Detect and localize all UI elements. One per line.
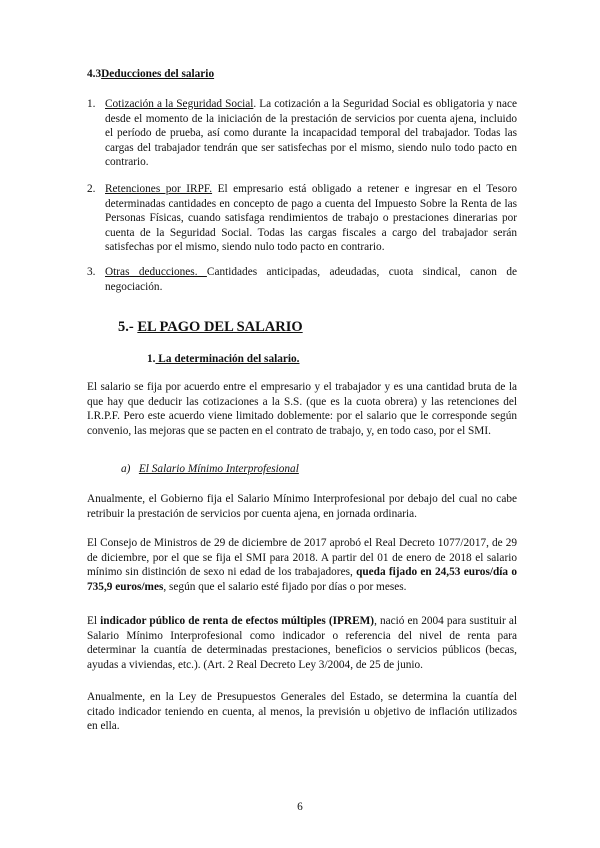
presupuestos-paragraph: Anualmente, en la Ley de Presupuestos Generales del Estado, se determina la cuantía del citado indicador teniendo en cuenta, al menos, la previsión u objetivo de inflación utilizados en ella.	[87, 691, 517, 733]
intro-paragraph: El salario se fija por acuerdo entre el empresario y el trabajador y es una cantidad bruta de la que hay que deducir las cotizaciones a la S.S. (que es la cuota obrera) y las retenciones del I.R.P.F. Pero este acuerdo viene limitado doblemente: por el salario que le corresponde según convenio, las mejoras que se pacten en el contrato de trabajo, y, en todo caso, por el SMI.	[87, 381, 517, 437]
list-number: 2.	[87, 183, 96, 195]
deduction-heading: Retenciones por IRPF.	[105, 183, 213, 195]
deduction-heading: Cotización a la Seguridad Social	[105, 98, 254, 110]
section-4-3-heading: 4.3Deducciones del salario	[87, 68, 215, 80]
section-5-heading: 5.- EL PAGO DEL SALARIO	[118, 319, 303, 335]
deduction-heading: Otras deducciones.	[105, 266, 207, 278]
page-number: 6	[297, 801, 303, 813]
list-number: 1.	[87, 98, 96, 110]
deduction-text: Cantidades anticipadas, adeudadas, cuota sindical, canon de negociación.	[105, 266, 517, 293]
subsection-1-heading: 1. La determinación del salario.	[147, 353, 300, 365]
smi-2018-paragraph: El Consejo de Ministros de 29 de diciembre de 2017 aprobó el Real Decreto 1077/2017, de 29 de diciembre, por el que se fija el SMI para 2018. A partir del 01 de enero de 2018 el salario mínimo sin distinción de sexo ni edad de los trabajadores, queda fijado en 24,53 euros/día o 735,9 euros/mes, según que el salario esté fijado por días o por meses.	[87, 537, 517, 593]
deduction-item-3	[87, 265, 517, 294]
iprem-paragraph: El indicador público de renta de efectos múltiples (IPREM), nació en 2004 para sustituir al Salario Mínimo Interprofesional como indicador o referencia del nivel de renta para determinar la cuantía de determinadas prestaciones, beneficios o servicios públicos (becas, ayudas a viviendas, etc.). (Art. 2 Real Decreto Ley 3/2004, de 25 de junio.	[87, 615, 517, 671]
deduction-item-1	[87, 97, 517, 170]
deduction-text: El empresario está obligado a retener e ingresar en el Tesoro determinadas cantidades en concepto de pago a cuenta del Impuesto Sobre la Renta de las Personas Físicas, cuando satisfaga rendimientos de trabajo o prestaciones dinerarias por cuenta de la Seguridad Social. Todas las cargas fiscales a cargo del trabajador serán satisfechas por el mismo, siendo nulo todo pacto en contrario.	[105, 183, 517, 254]
subsection-a-heading: a) El Salario Mínimo Interprofesional	[121, 463, 299, 475]
list-number: 3.	[87, 266, 96, 278]
deduction-item-2	[87, 182, 517, 255]
deduction-text: . La cotización a la Seguridad Social es obligatoria y nace desde el momento de la iniciación de la prestación de servicios por cuenta ajena, incluido el período de prueba, así como durante la incapacidad temporal del trabajador. Todas las cargas del trabajador tendrán que ser satisfechas por el mismo, siendo nulo todo pacto en contrario.	[105, 98, 517, 169]
smi-paragraph: Anualmente, el Gobierno fija el Salario Mínimo Interprofesional por debajo del cual no cabe retribuir la prestación de servicios por cuenta ajena, en jornada ordinaria.	[87, 493, 517, 520]
